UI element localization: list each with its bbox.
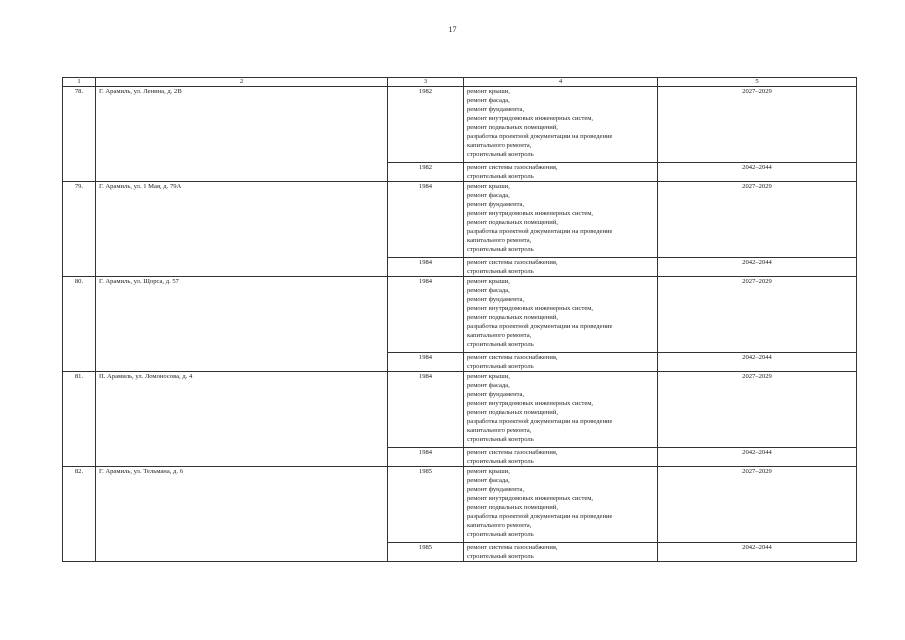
work-item: ремонт крыши,: [467, 373, 510, 380]
table-row: [63, 467, 857, 543]
table-row: [63, 277, 857, 353]
build-year: 1984: [388, 353, 464, 372]
work-item: ремонт внутридомовых инженерных систем,: [467, 495, 594, 502]
work-item: разработка проектной документации на проведение: [467, 228, 613, 235]
work-item: ремонт фасада,: [467, 97, 510, 104]
work-item: ремонт подвальных помещений,: [467, 124, 558, 131]
building-address: Г. Арамиль, ул. Тельмана, д. 6: [96, 467, 388, 562]
work-item: ремонт фасада,: [467, 477, 510, 484]
work-item: строительный контроль: [467, 458, 534, 465]
table-header-row: [63, 78, 857, 87]
repair-period: 2042–2044: [658, 543, 857, 562]
work-item: строительный контроль: [467, 268, 534, 275]
repair-period: 2042–2044: [658, 353, 857, 372]
work-item: разработка проектной документации на проведение: [467, 513, 613, 520]
work-item: ремонт подвальных помещений,: [467, 504, 558, 511]
row-number: 80.: [63, 277, 96, 372]
table-row: [63, 372, 857, 448]
work-item: ремонт крыши,: [467, 278, 510, 285]
building-address: Г. Арамиль, ул. Ленина, д. 2В: [96, 87, 388, 182]
building-address: Г. Арамиль, ул. Щорса, д. 57: [96, 277, 388, 372]
build-year: 1984: [388, 277, 464, 353]
work-item: ремонт системы газоснабжения,: [467, 449, 558, 456]
repair-period: 2027–2029: [658, 372, 857, 448]
work-item: ремонт системы газоснабжения,: [467, 354, 558, 361]
building-address: Г. Арамиль, ул. 1 Мая, д. 79А: [96, 182, 388, 277]
row-number: 78.: [63, 87, 96, 182]
work-list: [464, 448, 658, 467]
work-item: ремонт крыши,: [467, 88, 510, 95]
work-list: [464, 277, 658, 353]
work-item: ремонт системы газоснабжения,: [467, 544, 558, 551]
row-number: 82.: [63, 467, 96, 562]
capital-repair-table: [62, 77, 857, 562]
work-item: строительный контроль: [467, 531, 534, 538]
work-item: ремонт внутридомовых инженерных систем,: [467, 400, 594, 407]
repair-period: 2042–2044: [658, 163, 857, 182]
work-item: разработка проектной документации на проведение: [467, 418, 613, 425]
work-list: [464, 353, 658, 372]
work-item: строительный контроль: [467, 363, 534, 370]
row-number: 79.: [63, 182, 96, 277]
repair-period: 2027–2029: [658, 182, 857, 258]
table-row: [63, 182, 857, 258]
work-item: ремонт фундамента,: [467, 201, 525, 208]
building-address: П. Арамиль, ул. Ломоносова, д. 4: [96, 372, 388, 467]
work-item: ремонт фундамента,: [467, 106, 525, 113]
work-item: ремонт внутридомовых инженерных систем,: [467, 115, 594, 122]
work-item: ремонт фундамента,: [467, 391, 525, 398]
repair-period: 2042–2044: [658, 448, 857, 467]
work-item: строительный контроль: [467, 341, 534, 348]
work-list: [464, 182, 658, 258]
work-list: [464, 87, 658, 163]
repair-period: 2027–2029: [658, 277, 857, 353]
work-item: разработка проектной документации на проведение: [467, 323, 613, 330]
work-item: ремонт системы газоснабжения,: [467, 164, 558, 171]
work-item: ремонт подвальных помещений,: [467, 409, 558, 416]
repair-period: 2042–2044: [658, 258, 857, 277]
work-item: ремонт крыши,: [467, 468, 510, 475]
work-item: строительный контроль: [467, 436, 534, 443]
column-header-4: 4: [464, 78, 658, 87]
work-item: ремонт фундамента,: [467, 296, 525, 303]
work-item: ремонт системы газоснабжения,: [467, 259, 558, 266]
work-item: ремонт фасада,: [467, 382, 510, 389]
work-item: капитального ремонта,: [467, 332, 532, 339]
work-item: ремонт внутридомовых инженерных систем,: [467, 305, 594, 312]
work-item: ремонт фасада,: [467, 192, 510, 199]
work-item: ремонт фасада,: [467, 287, 510, 294]
table-body: [63, 87, 857, 562]
work-item: ремонт внутридомовых инженерных систем,: [467, 210, 594, 217]
work-item: строительный контроль: [467, 553, 534, 560]
column-header-5: 5: [658, 78, 857, 87]
build-year: 1982: [388, 163, 464, 182]
work-item: ремонт подвальных помещений,: [467, 219, 558, 226]
row-number: 81.: [63, 372, 96, 467]
page-number: 17: [448, 25, 457, 34]
build-year: 1985: [388, 467, 464, 543]
work-item: строительный контроль: [467, 246, 534, 253]
work-list: [464, 258, 658, 277]
work-item: строительный контроль: [467, 151, 534, 158]
work-list: [464, 467, 658, 543]
work-item: ремонт подвальных помещений,: [467, 314, 558, 321]
work-item: разработка проектной документации на проведение: [467, 133, 613, 140]
build-year: 1984: [388, 258, 464, 277]
build-year: 1984: [388, 182, 464, 258]
work-item: капитального ремонта,: [467, 522, 532, 529]
work-item: капитального ремонта,: [467, 142, 532, 149]
table-row: [63, 87, 857, 163]
work-item: капитального ремонта,: [467, 427, 532, 434]
build-year: 1982: [388, 87, 464, 163]
work-list: [464, 163, 658, 182]
work-list: [464, 372, 658, 448]
repair-period: 2027–2029: [658, 467, 857, 543]
column-header-2: 2: [96, 78, 388, 87]
column-header-1: 1: [63, 78, 96, 87]
build-year: 1984: [388, 372, 464, 448]
work-item: строительный контроль: [467, 173, 534, 180]
column-header-3: 3: [388, 78, 464, 87]
work-item: капитального ремонта,: [467, 237, 532, 244]
work-list: [464, 543, 658, 562]
build-year: 1984: [388, 448, 464, 467]
build-year: 1985: [388, 543, 464, 562]
work-item: ремонт фундамента,: [467, 486, 525, 493]
work-item: ремонт крыши,: [467, 183, 510, 190]
repair-period: 2027–2029: [658, 87, 857, 163]
